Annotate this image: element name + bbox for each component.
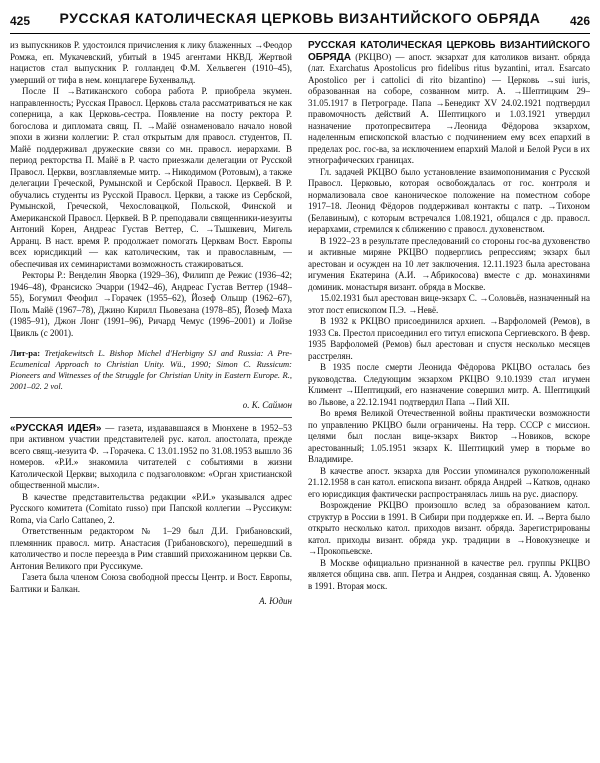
entry-text: (РКЦВО) — апост. экзархат для католиков визант. обряда (лат. Exarchatus Apostolicus pro fidelibus ritus byzantini, итал. Esarcato Apostolico per i cattolici di rito bizantino) — Церковь →sui iuris, образованная на соборе, созванном митр. А. →Шептицким 29–31.05.1917 в Петрограде. Папа →Бенедикт XV 24.02.1921 подтвердил правомочность действий А. Шептицкого и 1.03.1921 утвердил назначение протопресвитера →Леонида Фёдорова экзархом, наделенным епископской властью с подчинением ему всех епархий в пределах рос. гос-ва, за исключением епархий Малой и Белой Руси в их этнографических границах. [308, 51, 590, 165]
paragraph: В Москве официально признанной в качестве рел. группы РКЦВО является община свв. апп. Петра и Андрея, созданная свящ. А. Удовенко в 1991. Вторая моск. [308, 557, 590, 591]
paragraph: Во время Великой Отечественной войны практически возможности по управлению РКЦВО были ограничены. На терр. СССР с миссион. целями был послан вице-экзарх Виктор →Новиков, вскоре арестованный; 1.05.1951 экзарх К. Шептицкий умер в тюрьме во Владимире. [308, 408, 590, 464]
entry-heading: РУССКАЯ КАТОЛИЧЕСКАЯ ЦЕРКОВЬ ВИЗАНТИЙСКОГО ОБРЯДА [308, 40, 590, 63]
entry-paragraph [10, 423, 292, 492]
paragraph: Ответственным редактором № 1–29 был Д.И. Грибановский, племянник правосл. митр. Анастасия (Грибановского), перешедший в католичество и после переезда в Рим ставший прихожанином церкви Св. Антония Великого при Руссикуме. [10, 526, 292, 571]
literature-label: Лит-ра: [10, 347, 41, 358]
literature-note [10, 348, 292, 392]
paragraph: 15.02.1931 был арестован вице-экзарх С. →Соловьёв, назначенный на этот пост епископом П.Э. →Невё. [308, 293, 590, 315]
entry-divider [10, 417, 292, 418]
paragraph: В качестве представительства редакции «Р.И.» указывался адрес Русского комитета (Comitato russo) при Папской коллегии →Руссикум: Roma, via Carlo Cattaneo, 2. [10, 491, 292, 525]
paragraph: В 1932 к РКЦВО присоединился архиеп. →Варфоломей (Ремов), в 1933 Св. Престол присоединил его титул епископа Сергиевского. В февр. 1935 Варфоломей (Ремов) был арестован и спустя несколько месяцев расстрелян. [308, 316, 590, 361]
page-header [10, 10, 590, 32]
paragraph: Гл. задачей РКЦВО было установление взаимопонимания с Русской Правосл. Церковью, которая освобождалась от гос. контроля и нормализовала свое каноническое положение на поместном соборе 1917–18. Леонид Фёдоров поддерживал контакты с патр. →Тихоном (Белавиным), с которым встречался 1.08.1921, общался с др. правосл. иерархами, стремился к сближению с правосл. духовенством. [308, 166, 590, 234]
running-title: РУССКАЯ КАТОЛИЧЕСКАЯ ЦЕРКОВЬ ВИЗАНТИЙСКОГО ОБРЯДА [59, 10, 541, 26]
entry-paragraph [308, 40, 590, 167]
entry-heading: «РУССКАЯ ИДЕЯ» [10, 422, 102, 434]
entry-text: — газета, издававшаяся в Мюнхене в 1952–53 при активном участии представителей рус. катол. апостолата, прежде всего свящ.-иезуита Ф. →Горачека. С 13.01.1952 по 31.08.1953 вышло 36 номеров. «Р.И.» знакомила читателей с событиями в жизни Католической Церкви; выходила с подзаголовком: «Орган христианской общественной мысли». [10, 422, 292, 490]
paragraph: Газета была членом Союза свободной прессы Центр. и Вост. Европы, Балтики и Балкан. [10, 572, 292, 594]
paragraph: В 1922–23 в результате преследований со стороны гос-ва духовенство и активные миряне РКЦВО подверглись репрессиям; экзарх был арестован и осужден на 10 лет заключения. 12.11.1923 была арестована игумения Екатерина (А.И. →Абрикосова) вместе с др. монахинями доминик. монастыря визант. обряда в Москве. [308, 235, 590, 292]
paragraph: После II →Ватиканского собора работа Р. приобрела экумен. направленность; Русская Правосл. Церковь стала рассматриваться не как соперница, а как Церковь-сестра. Появление на посту ректора Р. богослова и дипломата свящ. П. →Майё ознаменовало начало новой эпохи в жизни коллегии: Р. стал открытым для правосл. студентов, П. Майё поддерживал дружеские связи со мн. правосл. иерархами. В период ректорства П. Майё в Р. часто приезжали делегации от Русской Правосл. Церкви, возглавляемые митр. →Никодимом (Ротовым), а также делегации Греческой, Румынской и Сербской Правосл. Церквей. В Р. обучались студенты из Русской Правосл. Церкви, а также из Сербской, Румынской, Греческой, Чехословацкой, Польской, Финской и Американской Правосл. Церквей. В Р. преподавали священники-иезуиты Антоний Корен, Андреас Густав Веттер, С. →Тышкевич, Мигель Арранц. В наст. время Р. продолжает помогать Церквам Вост. Европы всех юрисдикций — как католическим, так и православным, — обеспечивая их семинаристами возможность стажироваться. [10, 86, 292, 269]
literature-text: Tretjakewitsch L. Bishop Michel d'Herbigny SJ and Russia: A Pre-Ecumenical Approach to Christian Unity. Wü., 1990; Simon C. Russicum: Pioneers and Witnesses of the Struggle for Christian Unity in Eastern Europe. R., 2001–02. 2 vol. [10, 347, 292, 391]
paragraph: Ректоры Р.: Венделин Яворка (1929–36), Филипп де Режис (1936–42; 1946–48), Франсиско Эчарри (1942–46), Андреас Густав Веттер (1948–55), Богумил Феофил →Горачек (1955–62), Йозеф Ольшр (1962–67), Поль Майё (1967–78), Джино Кирилл Пьовезана (1978–85), Йозеф Маха (1985–91), Джон Лонг (1991–96), Ричард Чемус (1996–2001) и Лойзе Цвикль (с 2001). [10, 270, 292, 338]
author-signature: А. Юдин [259, 596, 292, 606]
right-column [308, 40, 590, 755]
left-column [10, 40, 292, 755]
page-number-right: 426 [569, 14, 590, 28]
author-signature: о. К. Саймон [242, 400, 292, 410]
paragraph: из выпускников Р. удостоился причисления к лику блаженных →Феодор Ромжа, еп. Мукачевский, убитый в 1945 агентами НКВД. Жертвой нацистов стал выпускник Р. голландец Ф.М. Хельвеген (1910–45), умерший от тифа в нем. концлагере Бухенвальд. [10, 40, 292, 85]
paragraph: Возрождение РКЦВО произошло вслед за образованием катол. структур в России в 1991. В Сибири при поддержке еп. И. →Верта было открыто несколько катол. приходов визант. обряда. Зарегистрированы катол. приходы визант. обряда укр. традиции в →Новокузнецке и →Прокопьевске. [308, 500, 590, 556]
paragraph: В качестве апост. экзарха для России упоминался рукоположенный 21.12.1958 в сан катол. епископа визант. обряда Андрей →Катков, однако его юрисдикция фактически распространялась лишь на рус. диаспору. [308, 465, 590, 499]
header-rule [10, 33, 590, 34]
page-number-left: 425 [10, 14, 31, 28]
paragraph: В 1935 после смерти Леонида Фёдорова РКЦВО осталась без руководства. Следующим экзархом РКЦВО 9.10.1939 стал игумен Климент →Шептицкий, его назначение совершил митр. А. Шептицкий во Львове, а 22.12.1941 подтвердил Папа →Пий XII. [308, 362, 590, 407]
